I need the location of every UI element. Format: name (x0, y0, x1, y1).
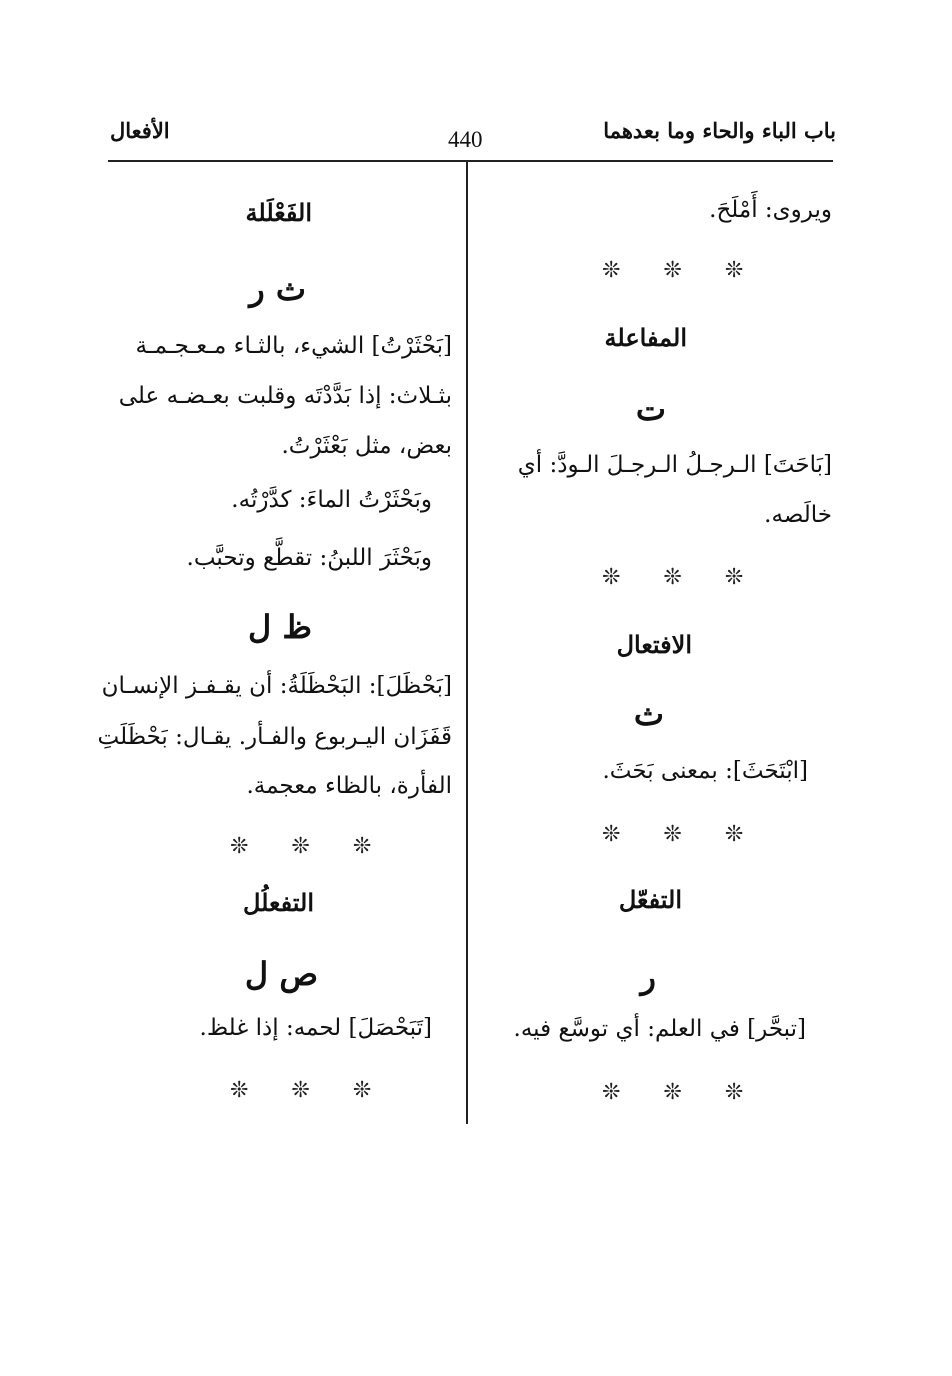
entry-line: [بَاحَتَ] الـرجـلُ الـرجـلَ الـودَّ: أي (517, 452, 832, 478)
entry-line: وبَحْثَرْتُ الماءَ: كدَّرْتُه. (231, 487, 432, 513)
root-letters: ث (633, 695, 664, 733)
entry-line: بعض، مثل بَعْثَرْتُ. (281, 433, 452, 459)
root-letters: ت (635, 390, 666, 428)
page-number: 440 (448, 127, 483, 152)
entry-line: قَفَزَان اليـربوع والفـأر. يقـال: بَحْظَلَتِ (97, 724, 452, 750)
root-letters: ث ر (249, 270, 306, 308)
running-head-section: الأفعال (110, 118, 170, 143)
header-rule (108, 160, 833, 162)
running-head-chapter: باب الباء والحاء وما بعدهما (603, 118, 836, 143)
section-divider-stars: ❊ ❊ ❊ (230, 1078, 390, 1103)
section-heading: الافتعال (616, 630, 692, 659)
entry-line: الفأرة، بالظاء معجمة. (246, 773, 452, 799)
section-heading: الفَعْلَلة (245, 198, 312, 227)
root-letters: ر (640, 958, 656, 996)
entry-line: [ابْتَحَثَ]: بمعنى بَحَثَ. (602, 758, 808, 784)
section-divider-stars: ❊ ❊ ❊ (602, 258, 762, 283)
entry-line: [بَحْثَرْتُ] الشيء، بالثـاء مـعـجـمـة (135, 333, 452, 359)
entry-line: خالَصه. (764, 502, 832, 528)
entry-line: بثـلاث: إذا بَدَّدْتَه وقلبت بعـضـه على (118, 383, 452, 409)
entry-line: [بَحْظَلَ]: البَحْظَلَةُ: أن يقـفـز الإنسـان (101, 673, 452, 699)
root-letters: ص ل (244, 955, 318, 993)
section-divider-stars: ❊ ❊ ❊ (602, 1080, 762, 1105)
root-letters: ظ ل (248, 608, 312, 646)
section-heading: التفعّل (618, 885, 682, 914)
section-divider-stars: ❊ ❊ ❊ (602, 822, 762, 847)
entry-line: وبَحْثَرَ اللبنُ: تقطَّع وتحبَّب. (186, 545, 432, 571)
section-heading: التفعلُل (242, 888, 314, 917)
section-divider-stars: ❊ ❊ ❊ (602, 565, 762, 590)
section-heading: المفاعلة (604, 323, 687, 352)
entry-line: [تبحَّر] في العلم: أي توسَّع فيه. (513, 1016, 806, 1042)
column-divider (466, 162, 468, 1124)
entry-line: [تَبَحْصَلَ] لحمه: إذا غلظ. (199, 1015, 432, 1041)
intro-line: ويروى: أَمْلَحَ. (709, 197, 832, 223)
section-divider-stars: ❊ ❊ ❊ (230, 834, 390, 859)
